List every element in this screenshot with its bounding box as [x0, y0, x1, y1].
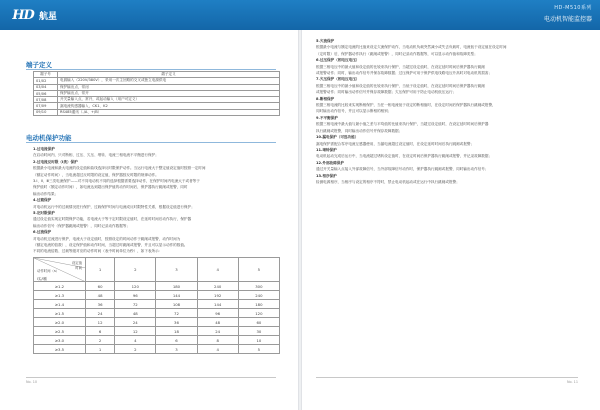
trip-class-header: 5 [238, 258, 279, 282]
action-time-value: 300 [238, 282, 279, 291]
action-time-value: 144 [197, 300, 238, 309]
action-time-value: 12 [86, 318, 115, 327]
paragraph-line: 输出动作结果； [33, 191, 59, 196]
paragraph-heading: 6.过压保护（相电压电压） [316, 58, 360, 63]
terminal-number: 01/02 [34, 78, 58, 84]
paragraph-line: 输出动作信号（保护器跳闸或报警），同时记录动作数据等； [33, 223, 131, 228]
footer-line [26, 377, 276, 378]
current-ratio-label: ≥3.0 [34, 336, 86, 345]
paragraph-line: 根据三相电流中最大值与最小值之差与平均值的比值来执行保护，当超过设定值时，在设定延时时间后保护器 [316, 122, 489, 127]
time-table-row [34, 336, 280, 345]
trip-class-header: 3 [156, 258, 197, 282]
time-table-row [34, 327, 280, 336]
action-time-value: 36 [156, 318, 197, 327]
action-time-value: 8 [197, 336, 238, 345]
paragraph-line: 对电动机运行中的过载情况进行保护，过载保护时间与电流成反时限特性关系，根据设定值进行保护； [33, 204, 195, 209]
action-time-value: 120 [115, 282, 156, 291]
protection-time-table [33, 257, 280, 354]
action-time-value: 120 [238, 309, 279, 318]
paragraph-line: 或报警动作；同时，输出动作信号并保存故障数据；过压保护可用于保护供电线路电压升高时对电动机的损害； [316, 71, 493, 76]
paragraph-line: 3.Ⅰ、Ⅱ、Ⅲ三类电流保护——对不同电动机不同的选择根据需要选择动作，在保护时间内电流大于或者等于 [33, 179, 200, 184]
paragraph-line: 漏电保护需配合零序电流互感器使用，当漏电流超过设定值时，在设定延时时间后执行跳闸或报警； [316, 141, 475, 146]
section-title-terminals: 端子定义 [26, 61, 52, 69]
action-time-value: 6 [156, 336, 197, 345]
action-time-value: 5 [238, 345, 279, 354]
paragraph-line: 根据最小电流和最大电流的设定值和曲线选择反时限保护动作。当运行电流大于整定值设定值时按照一定时间 [33, 166, 206, 171]
terminal-definition: 保护输出点，常闭 [58, 84, 280, 90]
paragraph-line: （额定动作时间），当电流超过反时限的设定值，保护器按反时限的规律动作。 [33, 172, 159, 177]
paragraph-heading: 9.不平衡保护 [316, 115, 338, 120]
action-time-value: 48 [197, 318, 238, 327]
paragraph-line: 根据最小电流与额定电流的比值来设定欠流保护动作，当电动机负载突然减小或失去负载时，电流低于设定值在设定时间 [316, 45, 507, 50]
paragraph-line: 通过设定值实现定时限保护功能，若电流大于等于定时限设定值时，在延时时间后动作执行，保护器 [33, 217, 192, 222]
trip-class-header: 4 [197, 258, 238, 282]
section-divider [26, 142, 276, 143]
paragraph-line: 同时输出动作信号，并且可以显示断相的相别； [316, 109, 392, 114]
page-number-right: No. 11 [566, 380, 578, 384]
trip-class-header: 2 [115, 258, 156, 282]
action-time-value: 96 [197, 309, 238, 318]
action-time-value: 60 [86, 282, 115, 291]
action-time-value: 108 [156, 300, 197, 309]
action-time-value: 180 [156, 282, 197, 291]
terminal-definition: RS485通讯（-/A、+/B） [58, 109, 280, 115]
action-time-value: 24 [197, 327, 238, 336]
action-time-value: 96 [115, 291, 156, 300]
paragraph-heading: 12.外部故障保护 [316, 160, 344, 165]
action-time-value: 240 [238, 291, 279, 300]
left-page [0, 0, 298, 410]
action-time-value: 2 [86, 336, 115, 345]
series-name: 电动机智能监控器 [543, 16, 592, 23]
paragraph-line: 保护值时（额定动作时间），如电流达到超出保护值的动作时间后，保护器执行跳闸或报警，同时 [33, 185, 188, 190]
terminal-definition: 漏电流传感器输入，CK1、K2 [58, 103, 280, 109]
paragraph-heading: 13.相序保护 [316, 173, 337, 178]
paragraph-line: 在启动时间内，只对断相、过压、欠压、堵转、电流三相电流不平衡进行保护； [33, 153, 159, 158]
paragraph-heading: 5.欠流保护 [316, 39, 335, 43]
action-time-value: 10 [238, 336, 279, 345]
paragraph-line: 对电动机过流进行保护，电流大于设定值时，按照设定的时间动作于跳闸或报警，动作时间为 [33, 236, 181, 241]
action-time-value: 4 [115, 336, 156, 345]
logo-text: 航星 [39, 11, 58, 22]
terminal-header-number: 端子号 [34, 72, 58, 78]
terminal-definition: 电源输入（220V/380V），采用一次主回路的交叉或独立电源供电 [58, 78, 280, 84]
trip-class-header: 1 [86, 258, 115, 282]
corner-label-ratio: I实/I额 [37, 277, 47, 281]
paragraph-heading: 1.过电流保护 [33, 147, 55, 151]
paragraph-line: 电动机起动完成后运行中，当电流超过堵转设定值时，在设定时间后保护器执行跳闸或报警，并记录故障数据； [316, 154, 493, 159]
current-ratio-label: ≥1.4 [34, 300, 86, 309]
paragraph-line: （定时限）后，保护器动作执行（跳闸或报警），同时记录动作数据等，可以显示动作值和故障类型； [316, 51, 478, 56]
corner-label-action-time: 动作时间（s） [37, 269, 60, 273]
time-table-row [34, 282, 280, 291]
brand-logo [8, 5, 57, 25]
action-time-value: 72 [156, 309, 197, 318]
terminal-number: 05/06 [34, 90, 58, 96]
left-body-text [33, 146, 280, 249]
action-time-value: 60 [238, 318, 279, 327]
brand-header-bar [0, 0, 600, 30]
paragraph-heading: 6.过流保护 [33, 230, 52, 235]
action-time-value: 36 [86, 300, 115, 309]
paragraph-line: （额定电流的倍数），设定保护值和动作时间，当超过时跳闸或报警，并且可以显示动作的数值。 [33, 243, 188, 248]
terminal-header-definition: 端子定义 [58, 72, 280, 78]
time-table-row [34, 345, 280, 354]
action-time-value: 24 [115, 318, 156, 327]
paragraph-line: 或报警动作；同时输出动作信号并保存故障数据；欠压保护可用于防止电动机低压运行； [316, 90, 457, 95]
paragraph-heading: 4.过载保护 [33, 198, 52, 203]
series-model: HD-M510系列 [554, 5, 592, 11]
right-body-text [316, 38, 584, 185]
corner-label-setting: 设定值 [71, 261, 82, 265]
terminal-table [33, 71, 280, 116]
action-time-value: 30 [238, 327, 279, 336]
action-time-value: 1 [86, 345, 115, 354]
logo-mark: HD [12, 7, 34, 23]
action-time-value: 2 [115, 345, 156, 354]
table-intro-text: 不同的电流倍数、过载等级对应的动作时间（表中时间单位为秒），如下表所示： [33, 249, 163, 253]
current-ratio-label: ≥2.5 [34, 327, 86, 336]
current-ratio-label: ≥1.5 [34, 309, 86, 318]
paragraph-line: 执行跳闸或报警，同时输出动作信号并保存故障数据； [316, 128, 403, 133]
time-table-row [34, 318, 280, 327]
paragraph-heading: 11.堵转保护 [316, 147, 337, 152]
current-ratio-label: ≥3.5 [34, 345, 86, 354]
paragraph-heading: 7.欠压保护（相电压电压） [316, 77, 360, 82]
terminal-definition: 开关量输入点，常开，或起动输入（用户可定义） [58, 97, 280, 103]
action-time-value: 72 [115, 300, 156, 309]
action-time-value: 144 [156, 291, 197, 300]
action-time-value: 12 [115, 327, 156, 336]
paragraph-line: 根据三相电压中的最大值和设定值的比较来执行保护，当超过设定值时，在设定延时时间后保护器执行跳闸 [316, 64, 485, 69]
paragraph-line: 检测电源相序，当相序与设定的相序不符时，禁止电动机起动或在运行中执行跳闸或报警； [316, 179, 460, 184]
time-table-row [34, 291, 280, 300]
current-ratio-label: ≥2.0 [34, 318, 86, 327]
paragraph-line: 根据三相电压中的最小值和设定值的比较来执行保护，当低于设定值时，在设定延时时间后保护器执行跳闸 [316, 83, 485, 88]
right-page [302, 0, 600, 410]
action-time-value: 240 [197, 282, 238, 291]
paragraph-heading: 5.定时限保护 [33, 211, 55, 216]
section-title-protection: 电动机保护功能 [26, 134, 72, 142]
action-time-value: 24 [86, 309, 115, 318]
paragraph-heading: 2.过电流反时限（Ⅰ类）保护 [33, 159, 78, 164]
terminal-number: 03/04 [34, 84, 58, 90]
table-corner-cell [34, 258, 86, 282]
page-number-left: No. 10 [26, 380, 38, 384]
section-divider [26, 69, 276, 70]
terminal-number: 07/08 [34, 97, 58, 103]
terminal-number: 09/10 [34, 109, 58, 115]
action-time-value: 3 [156, 345, 197, 354]
action-time-value: 48 [86, 291, 115, 300]
action-time-value: 6 [86, 327, 115, 336]
paragraph-line: 通过开关量输入点接入外部故障信号，当外部故障信号动作时，保护器执行跳闸或报警，同时输出动作信号； [316, 167, 489, 172]
terminal-number: 07/09 [34, 103, 58, 109]
paragraph-heading: 10.漏电保护（可选功能） [316, 135, 359, 140]
terminal-row [34, 109, 280, 115]
action-time-value: 18 [156, 327, 197, 336]
current-ratio-label: ≥1.3 [34, 291, 86, 300]
action-time-value: 180 [238, 300, 279, 309]
corner-label-time: 时间 [75, 266, 82, 270]
time-table-row [34, 300, 280, 309]
action-time-value: 4 [197, 345, 238, 354]
terminal-definition: 保护输出点，常开 [58, 90, 280, 96]
footer-line [316, 377, 578, 378]
table-intro [33, 248, 280, 254]
series-label [544, 4, 592, 23]
paragraph-heading: 8.断相保护 [316, 96, 335, 101]
action-time-value: 48 [115, 309, 156, 318]
time-table-row [34, 309, 280, 318]
current-ratio-label: ≥1.2 [34, 282, 86, 291]
action-time-value: 192 [197, 291, 238, 300]
paragraph-line: 根据三相电流的比较来实现断相保护，当任一相电流低于设定的断相值时，在设定时间后保护器执行跳闸或报警， [316, 103, 496, 108]
